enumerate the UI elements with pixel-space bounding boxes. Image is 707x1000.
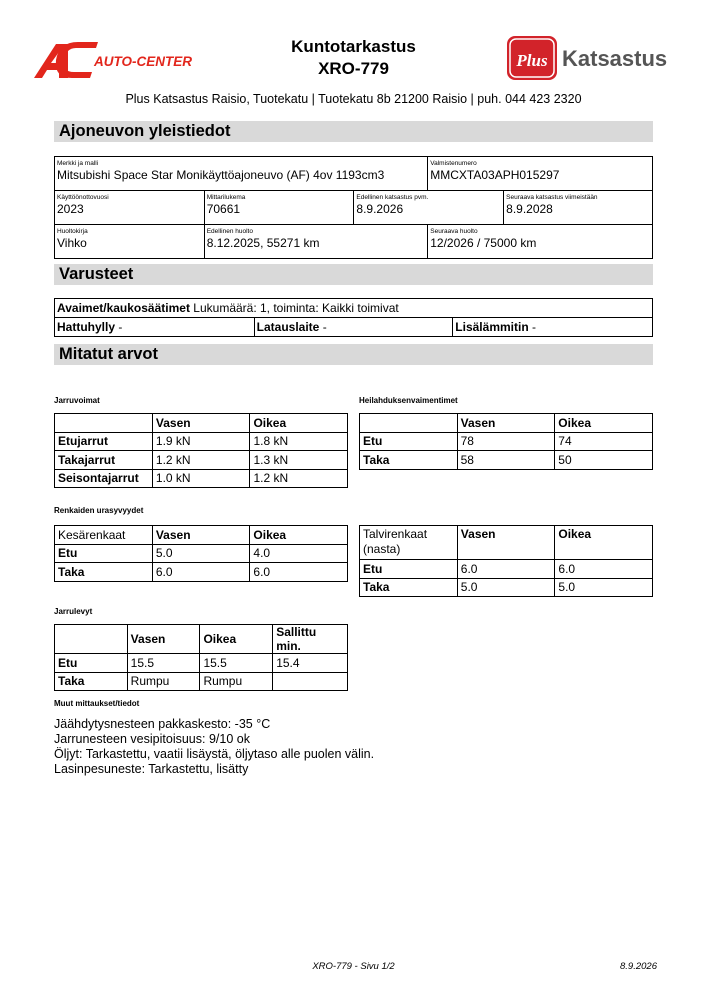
prev-inspection-label: Edellinen katsastus pvm.	[356, 194, 429, 201]
service-book-label: Huoltokirja	[57, 228, 88, 235]
note-line: Jarrunesteen vesipitoisuus: 9/10 ok	[54, 732, 250, 746]
next-service-label: Seuraava huolto	[430, 228, 478, 235]
cell-value: 58	[457, 451, 555, 470]
vin-cell	[428, 157, 653, 191]
aux-heater-value: -	[532, 320, 536, 334]
section-equipment-heading: Varusteet	[54, 264, 653, 285]
row-label: Etu	[55, 654, 128, 673]
page-number: XRO-779 - Sivu 1/2	[312, 961, 395, 972]
row-label: Etujarrut	[55, 432, 153, 451]
cell-value: 6.0	[152, 563, 250, 582]
table-row	[55, 563, 348, 582]
discs-header-cell: Vasen	[127, 625, 200, 654]
table-row	[55, 451, 348, 470]
winter-tires-table	[359, 525, 653, 597]
cell-value: 5.0	[555, 578, 653, 597]
summer-header-row	[55, 526, 348, 545]
section-general-heading: Ajoneuvon yleistiedot	[54, 121, 653, 142]
cell-value: 15.5	[200, 654, 273, 673]
brakes-title: Jarruvoimat	[54, 396, 100, 405]
summer-header-cell: Oikea	[250, 526, 348, 545]
year-label: Käyttöönottovuosi	[57, 194, 109, 201]
cell-value: Rumpu	[200, 672, 273, 691]
cell-value: 15.4	[273, 654, 348, 673]
table-row	[360, 451, 653, 470]
hat-shelf-label: Hattuhylly	[57, 320, 116, 334]
prev-service-value: 8.12.2025, 55271 km	[206, 236, 320, 250]
shocks-header-cell	[360, 414, 458, 433]
brakes-header-row	[55, 414, 348, 433]
svg-text:AUTO-CENTER: AUTO-CENTER	[94, 54, 193, 69]
hat-shelf-cell	[55, 318, 255, 337]
next-service-value: 12/2026 / 75000 km	[430, 236, 537, 250]
cell-value: 1.2 kN	[152, 451, 250, 470]
cell-value: 1.0 kN	[152, 469, 250, 488]
vin-value: MMCXTA03APH015297	[430, 168, 560, 182]
title-line1: Kuntotarkastus	[291, 37, 416, 56]
charger-cell	[254, 318, 453, 337]
winter-header-cell: Oikea	[555, 526, 653, 560]
discs-header-row	[55, 625, 348, 654]
keys-cell	[55, 299, 653, 318]
summer-tires-table	[54, 525, 348, 582]
cell-value: 4.0	[250, 544, 348, 563]
cell-value: 50	[555, 451, 653, 470]
note-line: Jäähdytysnesteen pakkaskesto: -35 °C	[54, 717, 271, 731]
table-row	[55, 432, 348, 451]
winter-header-cell: Vasen	[457, 526, 555, 560]
cell-value: 6.0	[457, 560, 555, 579]
prev-service-cell	[204, 225, 428, 259]
cell-value: Rumpu	[127, 672, 200, 691]
row-label: Taka	[55, 563, 153, 582]
plus-katsastus-logo	[506, 34, 676, 82]
charger-value: -	[322, 320, 327, 334]
table-row	[55, 469, 348, 488]
footer-date: 8.9.2026	[620, 961, 657, 972]
discs-header-cell: Oikea	[200, 625, 273, 654]
cell-value: 78	[457, 432, 555, 451]
row-label: Etu	[360, 560, 458, 579]
brakes-header-cell: Oikea	[250, 414, 348, 433]
row-label: Taka	[55, 672, 128, 691]
brakes-header-cell	[55, 414, 153, 433]
cell-value: 1.3 kN	[250, 451, 348, 470]
shocks-header-cell: Vasen	[457, 414, 555, 433]
summer-header-cell: Vasen	[152, 526, 250, 545]
row-label: Seisontajarrut	[55, 469, 153, 488]
row-label: Taka	[360, 578, 458, 597]
hat-shelf-value: -	[118, 320, 123, 334]
table-row	[360, 578, 653, 597]
cell-value: 6.0	[250, 563, 348, 582]
prev-inspection-cell	[354, 191, 504, 225]
table-row	[55, 654, 348, 673]
prev-inspection-value: 8.9.2026	[356, 202, 404, 216]
charger-label: Latauslaite	[256, 320, 320, 334]
next-inspection-value: 8.9.2028	[506, 202, 553, 216]
other-notes	[54, 717, 374, 777]
note-line: Öljyt: Tarkastettu, vaatii lisäystä, öljytaso alle puolen välin.	[54, 747, 375, 761]
title-plate: XRO-779	[318, 59, 389, 78]
next-inspection-cell	[504, 191, 653, 225]
address-line: Plus Katsastus Raisio, Tuotekatu | Tuotekatu 8b 21200 Raisio | puh. 044 423 2320	[125, 92, 582, 106]
discs-header-cell	[55, 625, 128, 654]
make-model-label: Merkki ja malli	[57, 160, 99, 167]
make-model-value: Mitsubishi Space Star Monikäyttöajoneuvo (AF) 4ov 1193cm3	[57, 168, 385, 182]
page-header	[0, 0, 707, 106]
table-row	[55, 672, 348, 691]
cell-value: 1.8 kN	[250, 432, 348, 451]
brake-discs-table	[54, 624, 348, 691]
service-book-value: Vihko	[57, 236, 87, 250]
table-row	[360, 432, 653, 451]
next-service-cell	[428, 225, 653, 259]
general-info-table	[54, 156, 653, 259]
keys-value: Lukumäärä: 1, toiminta: Kaikki toimivat	[193, 301, 399, 315]
brakes-table	[54, 413, 348, 488]
make-model-cell	[55, 157, 428, 191]
cell-value: 74	[555, 432, 653, 451]
odometer-cell	[204, 191, 354, 225]
winter-header-row	[360, 526, 653, 560]
year-cell	[55, 191, 205, 225]
row-label: Etu	[360, 432, 458, 451]
summer-header-cell: Kesärenkaat	[55, 526, 153, 545]
cell-value: 5.0	[457, 578, 555, 597]
shocks-header-row	[360, 414, 653, 433]
brakes-header-cell: Vasen	[152, 414, 250, 433]
shocks-header-cell: Oikea	[555, 414, 653, 433]
shocks-title: Heilahduksenvaimentimet	[359, 396, 458, 405]
note-line: Lasinpesuneste: Tarkastettu, lisätty	[54, 762, 249, 776]
discs-header-cell: Sallittu min.	[273, 625, 348, 654]
odometer-value: 70661	[206, 202, 241, 216]
next-inspection-label: Seuraava katsastus viimeistään	[506, 194, 598, 201]
row-label: Taka	[360, 451, 458, 470]
cell-value: 15.5	[127, 654, 200, 673]
table-row	[55, 544, 348, 563]
svg-text:Plus: Plus	[516, 51, 548, 70]
odometer-label: Mittarilukema	[206, 194, 246, 201]
table-row	[360, 560, 653, 579]
winter-header-cell: Talvirenkaat (nasta)	[360, 526, 458, 560]
shocks-table	[359, 413, 653, 470]
row-label: Takajarrut	[55, 451, 153, 470]
svg-text:Katsastus: Katsastus	[562, 46, 668, 71]
section-measured-heading: Mitatut arvot	[54, 344, 653, 365]
tread-title: Renkaiden urasyvyydet	[54, 506, 144, 515]
row-label: Etu	[55, 544, 153, 563]
service-book-cell	[55, 225, 205, 259]
cell-value: 6.0	[555, 560, 653, 579]
other-title: Muut mittaukset/tiedot	[54, 699, 140, 708]
aux-heater-cell	[453, 318, 653, 337]
discs-title: Jarrulevyt	[54, 607, 93, 616]
equipment-table	[54, 298, 653, 337]
cell-value: 1.2 kN	[250, 469, 348, 488]
vin-label: Valmistenumero	[430, 160, 477, 167]
year-value: 2023	[57, 202, 84, 216]
aux-heater-label: Lisälämmitin	[455, 320, 529, 334]
cell-value: 5.0	[152, 544, 250, 563]
keys-label: Avaimet/kaukosäätimet	[57, 301, 190, 315]
cell-value: 1.9 kN	[152, 432, 250, 451]
prev-service-label: Edellinen huolto	[206, 228, 253, 235]
cell-value	[273, 672, 348, 691]
